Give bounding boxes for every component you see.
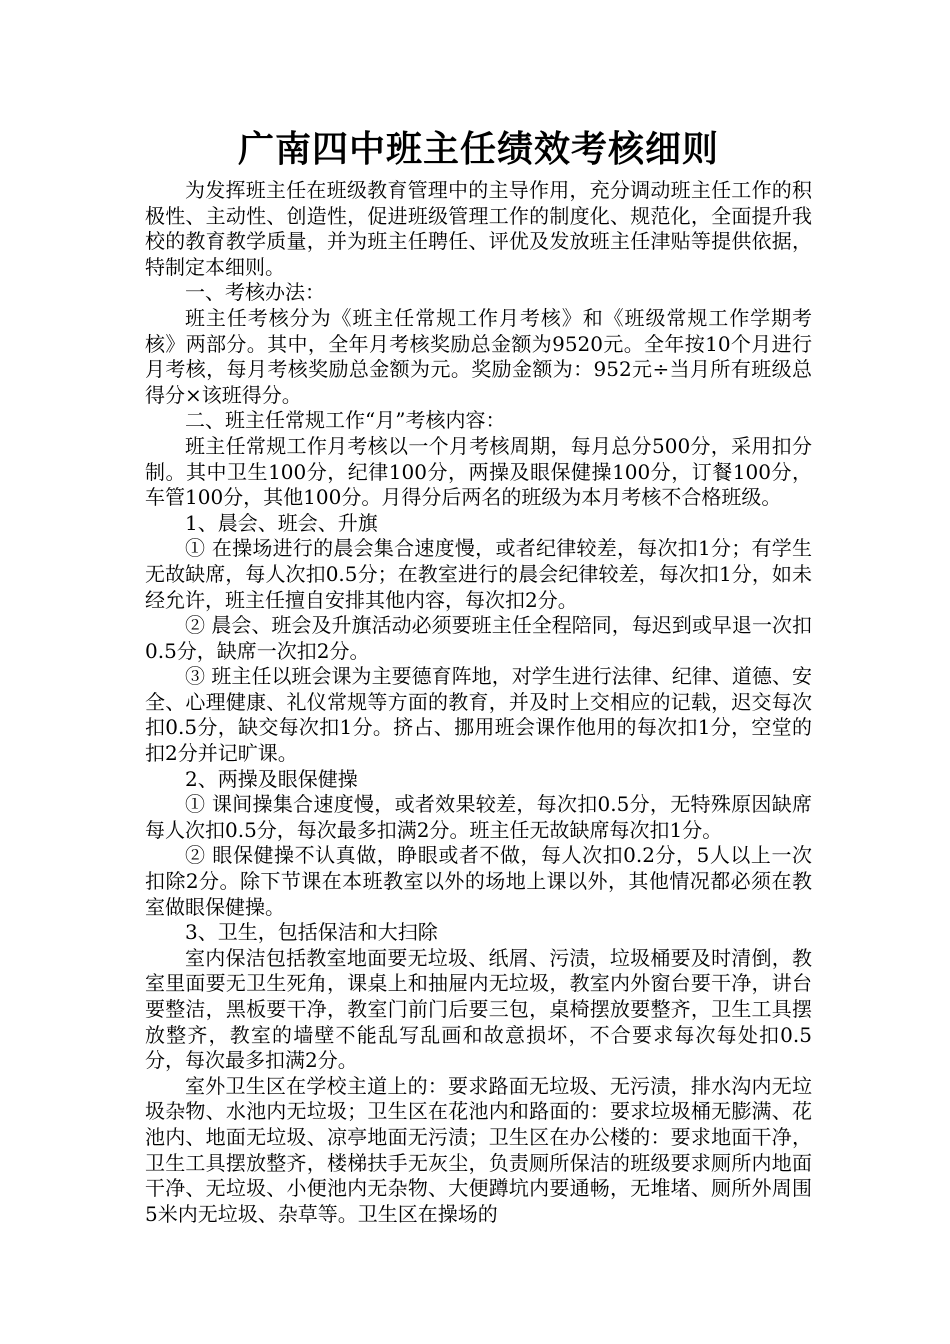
heading-hygiene: 3、卫生，包括保洁和大扫除 xyxy=(185,920,438,945)
heading-assessment-method: 一、考核办法： xyxy=(185,280,325,305)
paragraph-assessment-method: 班主任考核分为《班主任常规工作月考核》和《班级常规工作学期考核》两部分。其中，全年月考核奖励总金额为9520元。全年按10个月进行月考核，每月考核奖励总金额为元。奖励金额为：952元÷当月所有班级总得分×该班得分。 xyxy=(145,305,812,407)
heading-exercises: 2、两操及眼保健操 xyxy=(185,766,358,791)
document-title: 广南四中班主任绩效考核细则 xyxy=(237,128,719,170)
heading-morning-meeting: 1、晨会、班会、升旗 xyxy=(185,510,378,535)
document-body xyxy=(145,178,812,1227)
paragraph-hygiene-outdoor: 室外卫生区在学校主道上的：要求路面无垃圾、无污渍，排水沟内无垃圾杂物、水池内无垃圾；卫生区在花池内和路面的：要求垃圾桶无膨满、花池内、地面无垃圾、凉亭地面无污渍；卫生区在办公楼的：要求地面干净，卫生工具摆放整齐，楼梯扶手无灰尘，负责厕所保洁的班级要求厕所内地面干净、无垃圾、小便池内无杂物、大便蹲坑内要通畅，无堆堵、厕所外周围5米内无垃圾、杂草等。卫生区在操场的 xyxy=(145,1073,812,1226)
paragraph-morning-meeting-1: ① 在操场进行的晨会集合速度慢，或者纪律较差，每次扣1分；有学生无故缺席，每人次扣0.5分；在教室进行的晨会纪律较差，每次扣1分，如未经允许，班主任擅自安排其他内容，每次扣2分。 xyxy=(145,536,812,612)
paragraph-exercises-2: ② 眼保健操不认真做，睁眼或者不做，每人次扣0.2分，5人以上一次扣除2分。除下节课在本班教室以外的场地上课以外，其他情况都必须在教室做眼保健操。 xyxy=(145,843,812,919)
paragraph-morning-meeting-2: ② 晨会、班会及升旗活动必须要班主任全程陪同，每迟到或早退一次扣0.5分，缺席一次扣2分。 xyxy=(145,613,812,663)
paragraph-intro: 为发挥班主任在班级教育管理中的主导作用，充分调动班主任工作的积极性、主动性、创造性，促进班级管理工作的制度化、规范化，全面提升我校的教育教学质量，并为班主任聘任、评优及发放班主任津贴等提供依据，特制定本细则。 xyxy=(145,178,812,279)
heading-monthly-content: 二、班主任常规工作“月”考核内容： xyxy=(185,408,506,433)
paragraph-monthly-content: 班主任常规工作月考核以一个月考核周期，每月总分500分，采用扣分制。其中卫生100分，纪律100分，两操及眼保健操100分，订餐100分，车管100分，其他100分。月得分后两名的班级为本月考核不合格班级。 xyxy=(145,433,812,510)
paragraph-morning-meeting-3: ③ 班主任以班会课为主要德育阵地，对学生进行法律、纪律、道德、安全、心理健康、礼仪常规等方面的教育，并及时上交相应的记载，迟交每次扣0.5分，缺交每次扣1分。挤占、挪用班会课作他用的每次扣1分，空堂的扣2分并记旷课。 xyxy=(145,664,812,766)
paragraph-exercises-1: ① 课间操集合速度慢，或者效果较差，每次扣0.5分，无特殊原因缺席每人次扣0.5分，每次最多扣满2分。班主任无故缺席每次扣1分。 xyxy=(145,792,812,842)
paragraph-hygiene-indoor: 室内保洁包括教室地面要无垃圾、纸屑、污渍，垃圾桶要及时清倒，教室里面要无卫生死角，课桌上和抽屉内无垃圾，教室内外窗台要干净，讲台要整洁，黑板要干净，教室门前门后要三包，桌椅摆放要整齐，卫生工具摆放整齐，教室的墙壁不能乱写乱画和故意损坏，不合要求每次每处扣0.5分，每次最多扣满2分。 xyxy=(145,945,812,1073)
